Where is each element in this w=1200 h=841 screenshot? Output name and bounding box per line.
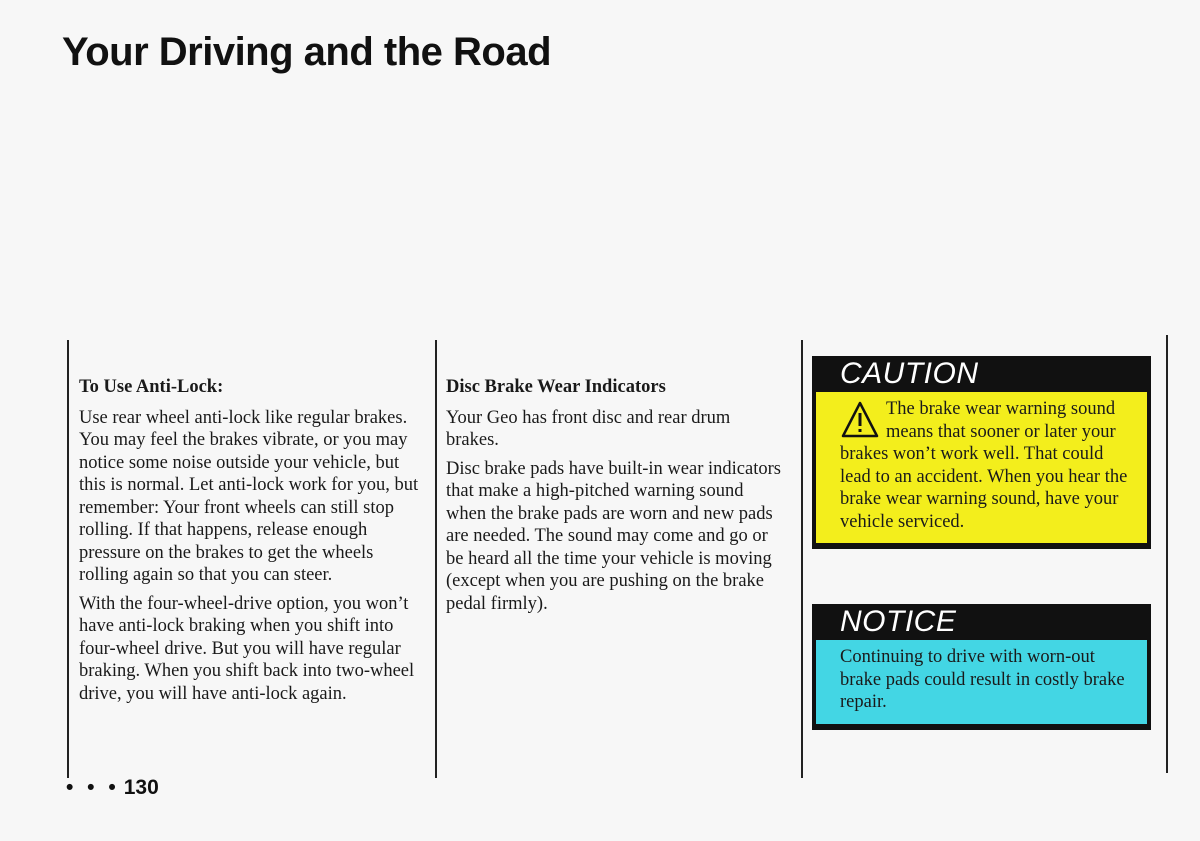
paragraph: With the four-wheel-drive option, you won’t have anti-lock braking when you shift into four-wheel drive. But you will have regular braking. When you shift back into two-wheel drive, you will have anti-lock again.	[79, 593, 415, 704]
notice-label: NOTICE	[840, 605, 957, 638]
column-divider-middle	[435, 340, 437, 778]
paragraph: Use rear wheel anti-lock like regular brakes. You may feel the brakes vibrate, or you may notice some noise outside your vehicle, but this is normal. Let anti-lock work for you, but remember: Your front wheels can still stop rolling. If that happens, release enough pressure on the brakes to get the wheels rolling again so that you can steer.	[79, 407, 419, 585]
footer-dots: • • •	[66, 776, 120, 799]
left-column	[79, 376, 424, 711]
page-number: 130	[123, 776, 159, 799]
column-divider-far-right	[1166, 335, 1168, 773]
section-heading-anti-lock: To Use Anti-Lock:	[79, 377, 224, 397]
notice-text: Continuing to drive with worn-out brake pads could result in costly brake repair.	[840, 647, 1125, 712]
section-heading-disc-brake: Disc Brake Wear Indicators	[446, 377, 666, 397]
column-divider-left	[67, 340, 69, 778]
middle-column	[446, 376, 786, 621]
column-divider-right	[801, 340, 803, 778]
notice-body	[816, 640, 1147, 724]
paragraph: Your Geo has front disc and rear drum brakes.	[446, 407, 731, 450]
paragraph: Disc brake pads have built-in wear indicators that make a high-pitched warning sound when the brake pads are worn and new pads are needed. The sound may come and go or be heard all the time your vehicle is moving (except when you are pushing on the brake pedal firmly).	[446, 458, 781, 614]
caution-label: CAUTION	[840, 357, 979, 390]
page-footer	[66, 776, 159, 800]
caution-box	[812, 356, 1151, 549]
page-title: Your Driving and the Road	[62, 30, 552, 74]
caution-text: The brake wear warning sound means that sooner or later your brakes won’t work well. That could lead to an accident. When you hear the brake wear warning sound, have your vehicle serviced.	[840, 399, 1128, 532]
notice-box	[812, 604, 1151, 730]
caution-body	[816, 392, 1147, 543]
warning-triangle-icon	[840, 400, 880, 440]
